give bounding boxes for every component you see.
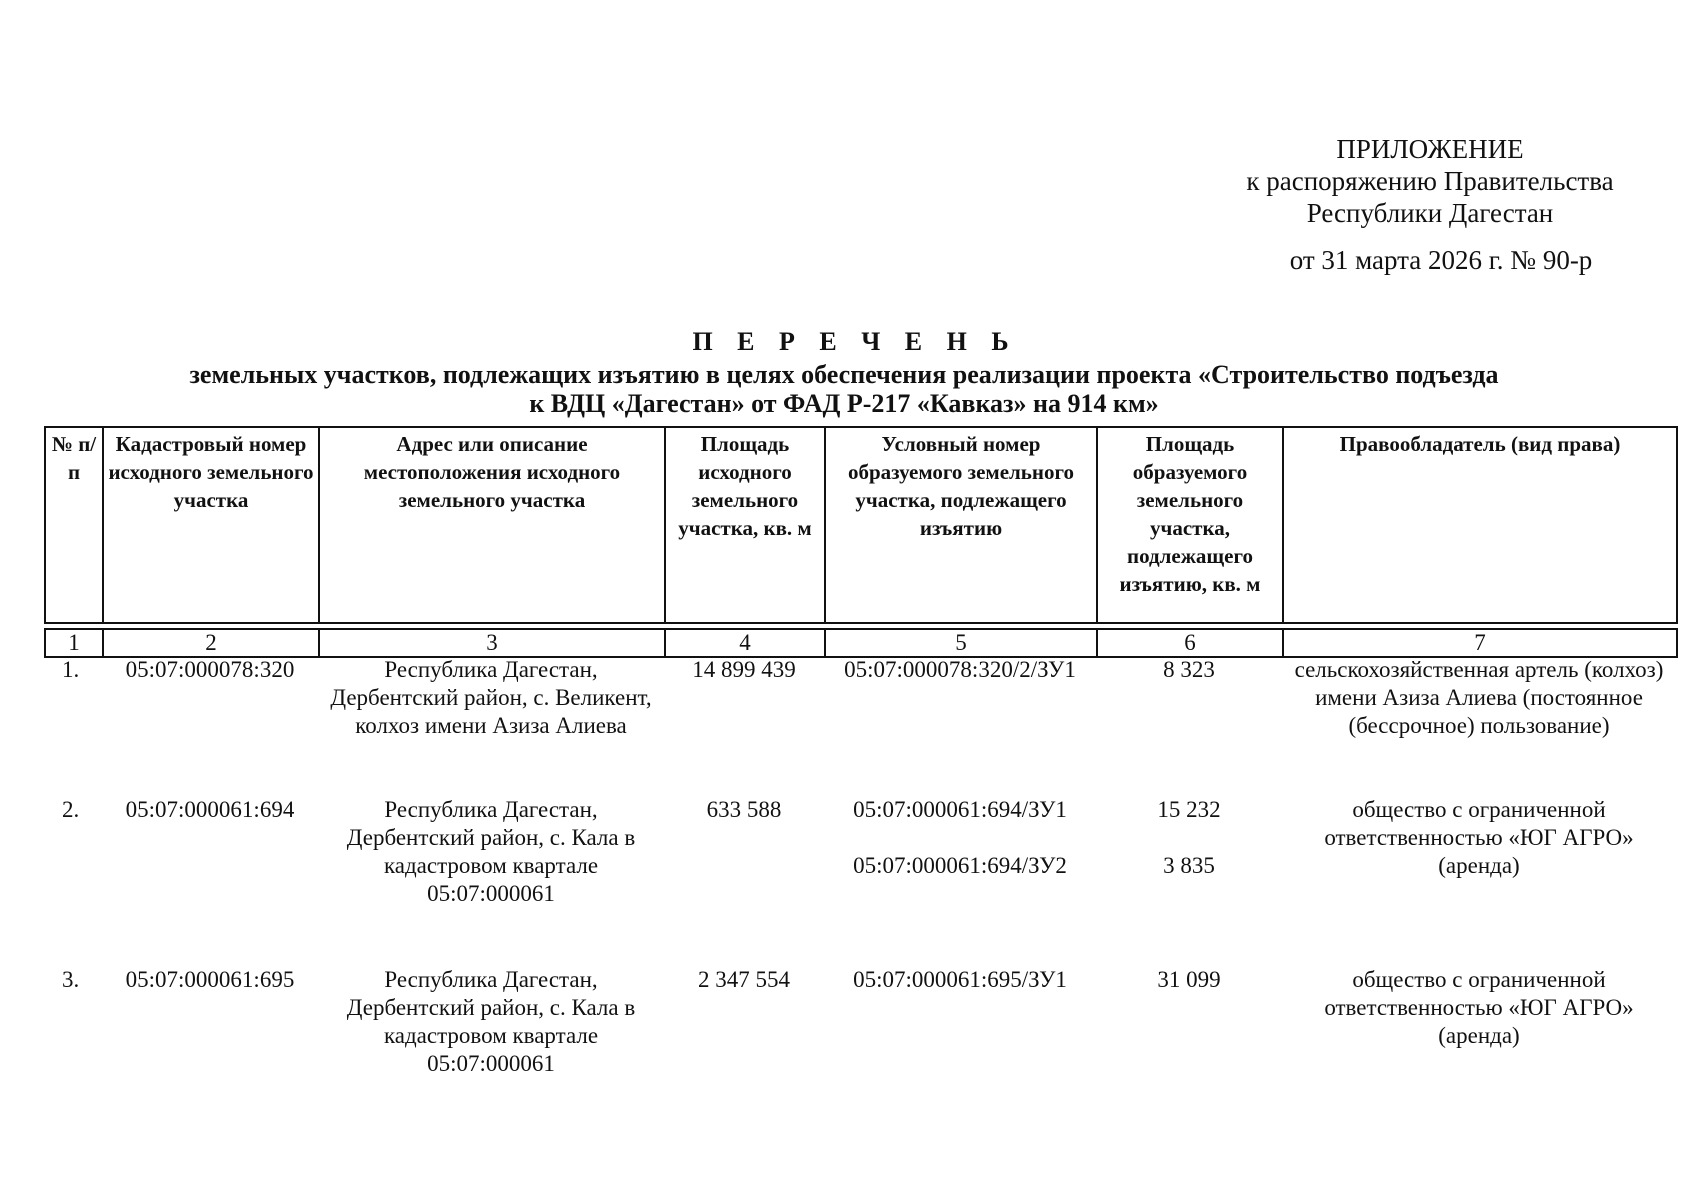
header-cell-new-area: Площадь образуемого земельного участка, подлежащего изъятию, кв. м [1097, 427, 1283, 623]
column-number: 6 [1097, 629, 1283, 657]
title-main: П Е Р Е Ч Е Н Ь [692, 327, 1018, 356]
new-number: 05:07:000061:694/ЗУ2 [853, 853, 1067, 878]
column-number: 3 [319, 629, 665, 657]
title-line-2: к ВДЦ «Дагестан» от ФАД Р-217 «Кавказ» на 914 км» [529, 389, 1159, 418]
document-title [0, 327, 1708, 418]
area-source: 2 347 554 [698, 967, 790, 992]
area-source: 14 899 439 [692, 657, 796, 682]
table-row [44, 656, 1676, 796]
table-header [44, 426, 1678, 624]
cadastral-number: 05:07:000061:695 [125, 967, 295, 992]
new-number: 05:07:000078:320/2/ЗУ1 [844, 657, 1076, 682]
header-cell-owner: Правообладатель (вид права) [1283, 427, 1677, 623]
row-number: 3. [62, 967, 80, 992]
new-area: 15 232 [1157, 797, 1221, 822]
row-number: 1. [62, 657, 80, 682]
address: Республика Дагестан, Дербентский район, с. Кала в кадастровом квартале 05:07:000061 [346, 967, 636, 1076]
new-number: 05:07:000061:695/ЗУ1 [853, 967, 1067, 992]
table-body [44, 656, 1676, 1116]
new-area-cell [1096, 796, 1282, 966]
cadastral-number: 05:07:000061:694 [125, 797, 295, 822]
column-number: 1 [45, 629, 103, 657]
new-number-cell [824, 656, 1096, 796]
appendix-date: от 31 марта 2026 г. № 90-р [1289, 245, 1593, 275]
header-cell-address: Адрес или описание местоположения исходного земельного участка [319, 427, 665, 623]
new-area: 3 835 [1163, 853, 1215, 878]
column-number: 2 [103, 629, 319, 657]
table-row [44, 796, 1676, 966]
owner: сельскохозяйственная артель (колхоз) имени Азиза Алиева (постоянное (бессрочное) пользование) [1294, 657, 1664, 738]
new-area-cell [1096, 656, 1282, 796]
column-number: 4 [665, 629, 825, 657]
new-number-cell [824, 796, 1096, 966]
column-number-row [44, 628, 1678, 658]
header-cell-new-number: Условный номер образуемого земельного участка, подлежащего изъятию [825, 427, 1097, 623]
appendix-republic-line: Республики Дагестан [1306, 198, 1554, 228]
owner: общество с ограниченной ответственностью «ЮГ АГРО» (аренда) [1324, 797, 1634, 878]
column-number: 7 [1283, 629, 1677, 657]
header-cell-no: № п/п [45, 427, 103, 623]
header-cell-cadastral: Кадастровый номер исходного земельного участка [103, 427, 319, 623]
address: Республика Дагестан, Дербентский район, с. Кала в кадастровом квартале 05:07:000061 [346, 797, 636, 906]
new-area-cell [1096, 966, 1282, 1116]
appendix-label: ПРИЛОЖЕНИЕ [1336, 134, 1524, 164]
new-number: 05:07:000061:694/ЗУ1 [853, 797, 1067, 822]
area-source: 633 588 [706, 797, 782, 822]
new-number-cell [824, 966, 1096, 1116]
new-area: 8 323 [1163, 657, 1215, 682]
new-area: 31 099 [1157, 967, 1221, 992]
table-row [44, 966, 1676, 1116]
title-line-1: земельных участков, подлежащих изъятию в целях обеспечения реализации проекта «Строительство подъезда [189, 360, 1499, 389]
address: Республика Дагестан, Дербентский район, с. Великент, колхоз имени Азиза Алиева [330, 657, 652, 738]
cadastral-number: 05:07:000078:320 [125, 657, 295, 682]
header-row [45, 427, 1677, 623]
appendix-order-line: к распоряжению Правительства [1246, 166, 1614, 196]
row-number: 2. [62, 797, 80, 822]
header-cell-area-source: Площадь исходного земельного участка, кв. м [665, 427, 825, 623]
appendix-header [1180, 133, 1680, 276]
owner: общество с ограниченной ответственностью «ЮГ АГРО» (аренда) [1324, 967, 1634, 1048]
column-number: 5 [825, 629, 1097, 657]
